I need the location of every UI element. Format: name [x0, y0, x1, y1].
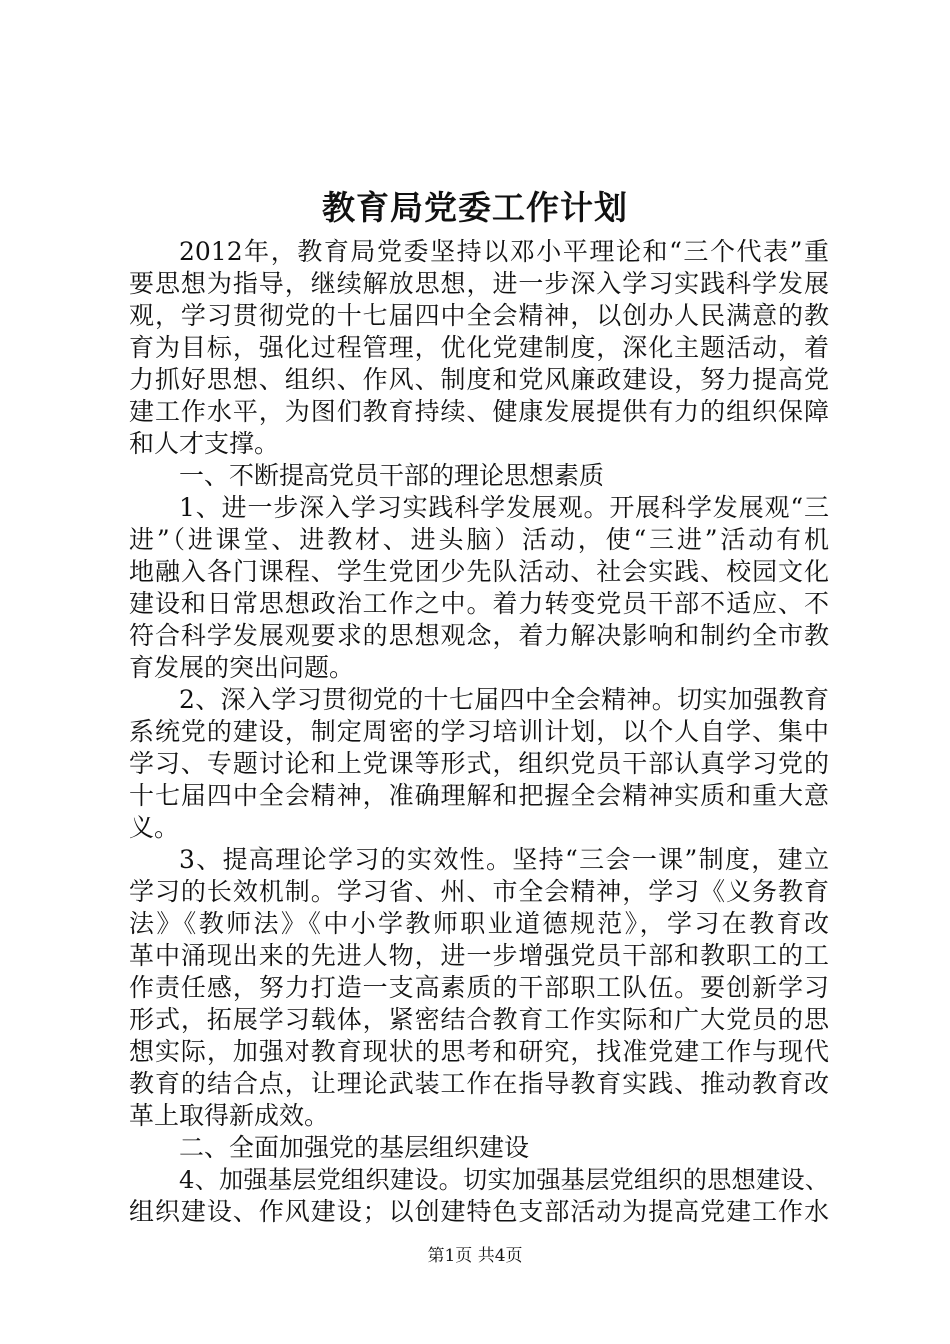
- text-line: 组织建设、作风建设；以创建特色支部活动为提高党建工作水: [129, 1197, 829, 1226]
- text-line: 育为目标，强化过程管理，优化党建制度，深化主题活动，着: [129, 333, 829, 362]
- text-line: 观，学习贯彻党的十七届四中全会精神，以创办人民满意的教: [129, 301, 829, 330]
- text-line: 1、进一步深入学习实践科学发展观。开展科学发展观“三: [179, 493, 829, 522]
- text-line: 革中涌现出来的先进人物，进一步增强党员干部和教职工的工: [129, 941, 829, 970]
- text-line: 符合科学发展观要求的思想观念，着力解决影响和制约全市教: [129, 621, 829, 650]
- text-line: 二、全面加强党的基层组织建设: [179, 1133, 530, 1162]
- text-line: 革上取得新成效。: [129, 1101, 330, 1130]
- text-line: 作责任感，努力打造一支高素质的干部职工队伍。要创新学习: [129, 973, 829, 1002]
- page-footer: 第1页 共4页: [427, 1246, 523, 1266]
- text-line: 建设和日常思想政治工作之中。着力转变党员干部不适应、不: [129, 589, 829, 618]
- text-line: 育发展的突出问题。: [129, 653, 355, 682]
- text-line: 义。: [129, 813, 180, 842]
- text-line: 建工作水平，为图们教育持续、健康发展提供有力的组织保障: [129, 397, 829, 426]
- text-line: 想实际，加强对教育现状的思考和研究，找准党建工作与现代: [129, 1037, 829, 1066]
- text-line: 4、加强基层党组织建设。切实加强基层党组织的思想建设、: [179, 1165, 829, 1194]
- text-line: 学习的长效机制。学习省、州、市全会精神，学习《义务教育: [129, 877, 829, 906]
- text-line: 地融入各门课程、学生党团少先队活动、社会实践、校园文化: [129, 557, 829, 586]
- text-line: 2、深入学习贯彻党的十七届四中全会精神。切实加强教育: [179, 685, 829, 714]
- text-line: 2012年，教育局党委坚持以邓小平理论和“三个代表”重: [179, 237, 829, 266]
- text-line: 进”（进课堂、进教材、进头脑）活动，使“三进”活动有机: [129, 525, 829, 554]
- text-line: 3、提高理论学习的实效性。坚持“三会一课”制度，建立: [179, 845, 829, 874]
- text-line: 力抓好思想、组织、作风、制度和党风廉政建设，努力提高党: [129, 365, 829, 394]
- text-line: 要思想为指导，继续解放思想，进一步深入学习实践科学发展: [129, 269, 829, 298]
- text-line: 十七届四中全会精神，准确理解和把握全会精神实质和重大意: [129, 781, 829, 810]
- text-line: 和人才支撑。: [129, 429, 280, 458]
- text-line: 系统党的建设，制定周密的学习培训计划，以个人自学、集中: [129, 717, 829, 746]
- text-line: 教育的结合点，让理论武装工作在指导教育实践、推动教育改: [129, 1069, 829, 1098]
- text-line: 法》《教师法》《中小学教师职业道德规范》，学习在教育改: [129, 909, 829, 938]
- text-line: 形式，拓展学习载体，紧密结合教育工作实际和广大党员的思: [129, 1005, 829, 1034]
- document-title: 教育局党委工作计划: [322, 188, 628, 227]
- document-body: [129, 236, 829, 1228]
- text-line: 一、不断提高党员干部的理论思想素质: [179, 461, 605, 490]
- text-line: 学习、专题讨论和上党课等形式，组织党员干部认真学习党的: [129, 749, 829, 778]
